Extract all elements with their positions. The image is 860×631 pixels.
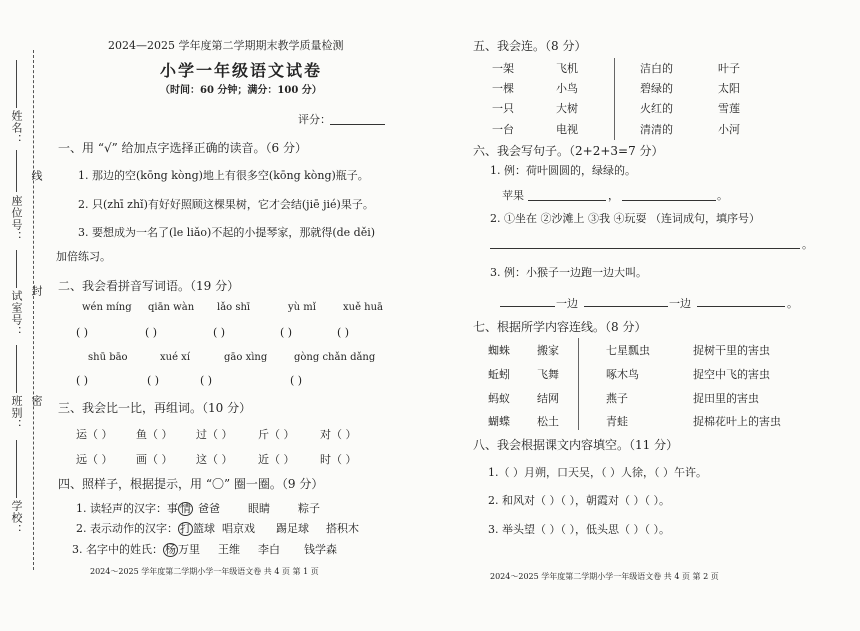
match-item[interactable]: 蜘蛛 — [488, 344, 510, 357]
q2-title-text: 二、我会看拼音写词语。（19 分） — [58, 279, 240, 293]
compare-item[interactable]: 时（ ） — [320, 453, 357, 466]
q8-line-2: 2. 和风对（ ）（ ），朝霞对（ ）（ ）。 — [488, 494, 670, 507]
yibian-1: 一边 — [556, 297, 578, 310]
match-item[interactable]: 松土 — [537, 415, 559, 428]
page-footer-2: 2024～2025 学年度第二学期小学一年级语文卷 共 4 页 第 2 页 — [490, 572, 719, 581]
yibian-2: 一边 — [669, 297, 691, 310]
pinyin: wén míng — [82, 302, 132, 313]
match-item[interactable]: 蚯蚓 — [488, 368, 510, 381]
match-item[interactable]: 洁白的 — [640, 62, 673, 75]
room-blank — [16, 250, 17, 288]
circle-option[interactable]: 爸爸 — [198, 502, 220, 515]
name-label: 姓名： — [10, 110, 23, 146]
match-item[interactable]: 搬家 — [537, 344, 559, 357]
period: 。 — [717, 189, 728, 202]
match-item[interactable]: 叶子 — [718, 62, 740, 75]
answer-paren[interactable]: ( ) — [145, 326, 158, 339]
pinyin: gòng chǎn dǎng — [294, 352, 376, 363]
binding-dashed-line — [33, 50, 34, 570]
answer-blank[interactable] — [697, 306, 785, 307]
circle-option[interactable]: 李白 — [258, 543, 280, 556]
match-item[interactable]: 飞舞 — [537, 368, 559, 381]
q1-line-3: 3. 要想成为一名了(le liǎo)不起的小提琴家，那就得(de děi) — [78, 226, 376, 239]
match-item[interactable]: 一棵 — [492, 82, 514, 95]
match-item[interactable]: 结网 — [537, 392, 559, 405]
seat-blank — [16, 150, 17, 192]
name-blank — [16, 60, 17, 108]
match-item[interactable]: 一只 — [492, 102, 514, 115]
match-item[interactable]: 大树 — [556, 102, 578, 115]
period: 。 — [787, 297, 798, 310]
q4-prefix: 3. 名字中的姓氏： — [72, 543, 163, 556]
q8-line-1: 1.（ ）月朔，口天吴，（ ）人徐，（ ）午许。 — [488, 466, 707, 479]
pinyin: xuě huā — [343, 302, 384, 313]
q8-line-3: 3. 举头望（ ）（ ），低头思（ ）（ ）。 — [488, 523, 670, 536]
q6-line-2: 2. ①坐在 ②沙滩上 ③我 ④玩耍 （连词成句，填序号） — [490, 212, 760, 225]
match-item[interactable]: 清清的 — [640, 123, 673, 136]
q3-title: 三、我会比一比，再组词。（10 分） — [58, 401, 252, 415]
circle-option[interactable]: 钱学森 — [304, 543, 337, 556]
seal-char-2: 封 — [30, 285, 43, 297]
answer-paren[interactable]: ( ) — [200, 374, 213, 387]
q6-line-1: 1. 例：荷叶圆圆的，绿绿的。 — [490, 164, 636, 177]
match-item[interactable]: 捉空中飞的害虫 — [693, 368, 770, 381]
q4-prefix: 2. 表示动作的汉字： — [76, 522, 178, 535]
period: 。 — [802, 238, 813, 251]
pinyin: qiān wàn — [148, 302, 195, 313]
compare-item[interactable]: 远（ ） — [76, 453, 113, 466]
score-blank — [330, 124, 385, 125]
q4-title: 四、照样子，根据提示，用 “〇” 圈一圈。（9 分） — [58, 477, 324, 491]
answer-blank[interactable] — [490, 248, 800, 249]
circle-option[interactable]: 唱京戏 — [222, 522, 255, 535]
match-item[interactable]: 电视 — [556, 123, 578, 136]
match-item[interactable]: 燕子 — [606, 392, 628, 405]
match-item[interactable]: 一架 — [492, 62, 514, 75]
answer-paren[interactable]: ( ) — [76, 326, 89, 339]
page-title: 小学一年级语文试卷 — [160, 61, 323, 80]
compare-item[interactable]: 近（ ） — [258, 453, 295, 466]
match-item[interactable]: 蝴蝶 — [488, 415, 510, 428]
answer-blank[interactable] — [500, 306, 555, 307]
circle-option[interactable]: 搭积木 — [326, 522, 359, 535]
q7-title: 七、根据所学内容连线。（8 分） — [473, 320, 647, 334]
q5-title: 五、我会连。（8 分） — [473, 39, 587, 53]
circle-option[interactable]: 粽子 — [298, 502, 320, 515]
pinyin: yù mǐ — [288, 302, 316, 313]
circle-option[interactable]: 眼睛 — [248, 502, 270, 515]
class-blank — [16, 345, 17, 393]
q1-line-1: 1. 那边的空(kōng kòng)地上有很多空(kōng kòng)瓶子。 — [78, 169, 369, 182]
match-item[interactable]: 七星瓢虫 — [606, 344, 650, 357]
answer-paren[interactable]: ( ) — [290, 374, 303, 387]
answer-paren[interactable]: ( ) — [213, 326, 226, 339]
answer-blank[interactable] — [528, 200, 606, 201]
match-item[interactable]: 捉田里的害虫 — [693, 392, 759, 405]
answer-paren[interactable]: ( ) — [280, 326, 293, 339]
q1-line-2: 2. 只(zhī zhǐ)有好好照顾这棵果树，它才会结(jiē jié)果子。 — [78, 198, 374, 211]
compare-item[interactable]: 这（ ） — [196, 453, 233, 466]
answer-paren[interactable]: ( ) — [76, 374, 89, 387]
q4-rest: 万里 — [178, 543, 200, 556]
page-footer-1: 2024～2025 学年度第二学期小学一年级语文卷 共 4 页 第 1 页 — [90, 567, 319, 576]
seat-label: 座位号： — [10, 195, 23, 243]
example-circle: 情 — [180, 502, 191, 515]
room-label: 试室号： — [10, 290, 23, 338]
pinyin: xué xí — [160, 352, 191, 363]
comma: ， — [608, 189, 619, 202]
match-item[interactable]: 蚂蚁 — [488, 392, 510, 405]
answer-blank[interactable] — [584, 306, 668, 307]
circle-option[interactable]: 踢足球 — [276, 522, 309, 535]
q5-divider — [614, 58, 615, 140]
match-item[interactable]: 小鸟 — [556, 82, 578, 95]
answer-blank[interactable] — [622, 200, 716, 201]
match-item[interactable]: 飞机 — [556, 62, 578, 75]
q7-divider — [578, 338, 579, 430]
example-circle: 杨 — [165, 543, 176, 556]
match-item[interactable]: 碧绿的 — [640, 82, 673, 95]
answer-paren[interactable]: ( ) — [147, 374, 160, 387]
match-item[interactable]: 小河 — [718, 123, 740, 136]
match-item[interactable]: 捉树干里的害虫 — [693, 344, 770, 357]
match-item[interactable]: 青蛙 — [606, 415, 628, 428]
compare-item[interactable]: 运（ ） — [76, 428, 113, 441]
q4-prefix: 1. 读轻声的汉字：事 — [76, 502, 178, 515]
match-item[interactable]: 捉棉花叶上的害虫 — [693, 415, 781, 428]
match-item[interactable]: 一台 — [492, 123, 514, 136]
q1-title: 一、用 “√” 给加点字选择正确的读音。（6 分） — [58, 141, 307, 155]
compare-item[interactable]: 鱼（ ） — [136, 428, 173, 441]
match-item[interactable]: 雪莲 — [718, 102, 740, 115]
q4-line-1 — [76, 500, 193, 516]
pinyin: shū bāo — [88, 352, 128, 363]
exam-header: 2024—2025 学年度第二学期期末教学质量检测 — [108, 39, 344, 52]
q1-line-4: 加倍练习。 — [56, 250, 111, 263]
compare-item[interactable]: 对（ ） — [320, 428, 357, 441]
pinyin: lǎo shī — [217, 302, 251, 313]
q4-line-2 — [76, 520, 215, 536]
match-item[interactable]: 啄木鸟 — [606, 368, 639, 381]
score-label: 评分： — [298, 113, 331, 126]
q8-title: 八、我会根据课文内容填空。（11 分） — [473, 438, 679, 452]
seal-char-3: 密 — [30, 395, 43, 407]
seal-char-1: 线 — [30, 170, 43, 182]
circle-option[interactable]: 王维 — [218, 543, 240, 556]
exam-subtitle: （时间：60 分钟；满分：100 分） — [160, 85, 322, 96]
answer-paren[interactable]: ( ) — [337, 326, 350, 339]
school-blank — [16, 440, 17, 498]
q4-line-3 — [72, 541, 200, 557]
compare-item[interactable]: 画（ ） — [136, 453, 173, 466]
school-label: 学校： — [10, 500, 23, 536]
q6-apple: 苹果 — [502, 189, 524, 202]
example-circle: 打 — [180, 522, 191, 535]
match-item[interactable]: 太阳 — [718, 82, 740, 95]
compare-item[interactable]: 斤（ ） — [258, 428, 295, 441]
pinyin: gāo xìng — [224, 352, 268, 363]
q6-line-3: 3. 例：小猴子一边跑一边大叫。 — [490, 266, 647, 279]
class-label: 班别： — [10, 395, 23, 431]
q4-rest: 篮球 — [193, 522, 215, 535]
compare-item[interactable]: 过（ ） — [196, 428, 233, 441]
match-item[interactable]: 火红的 — [640, 102, 673, 115]
q6-title: 六、我会写句子。（2+2+3=7 分） — [473, 144, 664, 158]
